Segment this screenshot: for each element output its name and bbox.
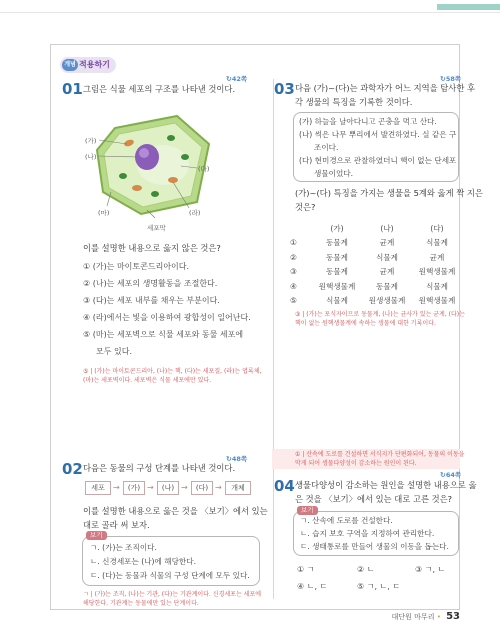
table-row[interactable] bbox=[290, 250, 462, 265]
answer-explanation-line1: ⑤ | (가)는 마이토콘드리아, (나)는 핵, (다)는 세포질, (라)는 엽록체, bbox=[83, 368, 262, 375]
choice-box-tag: 보기 bbox=[297, 506, 318, 515]
label-da: (다) bbox=[198, 165, 210, 173]
arrow-right-icon: → bbox=[181, 483, 188, 492]
corner-accent-bar bbox=[437, 4, 500, 10]
table-cell: 원핵생물계 bbox=[418, 267, 456, 277]
table-cell: 원핵생물계 bbox=[318, 281, 356, 291]
table-row[interactable] bbox=[290, 279, 462, 294]
option-1[interactable]: ① ㄱ bbox=[297, 565, 315, 574]
page-ref-text: 58쪽 bbox=[445, 75, 462, 83]
record-da-cont: 생물이었다. bbox=[314, 169, 354, 178]
page-ref-text: 48쪽 bbox=[231, 455, 248, 463]
flow-step-cell: 세포 bbox=[85, 481, 111, 495]
answer-explanation-line2: 핵이 없는 원핵생물계에 속하는 생물에 대한 기록이다. bbox=[295, 320, 436, 327]
option-5[interactable]: ⑤ ㄱ, ㄴ, ㄷ bbox=[357, 582, 401, 591]
question-number-04: 04 bbox=[274, 477, 295, 495]
option-5-cont: 모두 있다. bbox=[96, 347, 132, 356]
table-cell: 동물계 bbox=[325, 252, 348, 262]
question-number-02: 02 bbox=[62, 460, 83, 478]
table-cell: 균계 bbox=[429, 252, 445, 262]
row-number: ① bbox=[290, 238, 297, 248]
choice-item-na: ㄴ. 신경세포는 (나)에 해당한다. bbox=[90, 557, 197, 566]
table-header-cell: (다) bbox=[430, 223, 444, 233]
question-ask-line1: 이를 설명한 내용으로 옳은 것을 〈보기〉에서 있는 bbox=[83, 506, 268, 516]
table-cell: 동물계 bbox=[325, 238, 348, 248]
page-ref-text: 64쪽 bbox=[445, 471, 462, 479]
arrow-right-icon: → bbox=[113, 483, 120, 492]
previous-answer-line2: 막게 되어 생물다양성이 감소하는 원인이 된다. bbox=[295, 460, 417, 467]
label-ga: (가) bbox=[85, 137, 97, 145]
record-ga: (가) 하늘을 날아다니고 곤충을 먹고 산다. bbox=[299, 117, 437, 126]
ref-arrow-icon: ↻ bbox=[440, 471, 446, 479]
page-footer bbox=[392, 611, 460, 622]
table-cell: 균계 bbox=[379, 267, 395, 277]
choice-item-da: ㄷ. (다)는 동물과 식물의 구성 단계에 모두 있다. bbox=[90, 571, 250, 580]
answer-explanation-line2: 해당한다. 기관계는 동물에만 있는 단계이다. bbox=[83, 600, 199, 607]
question-ask: 이를 설명한 내용으로 옳지 않은 것은? bbox=[83, 243, 221, 253]
answer-explanation-line1: ③ | (가)는 포식자이므로 동물계, (나)는 균사가 있는 균계, (다)는 bbox=[295, 311, 465, 318]
record-na: (나) 썩은 나무 뿌리에서 발견하였다. 실 같은 구 bbox=[299, 130, 457, 139]
question-ask-line2: 것은? bbox=[295, 202, 316, 212]
question-stem: 다음은 동물의 구성 단계를 나타낸 것이다. bbox=[83, 463, 236, 473]
table-row[interactable] bbox=[290, 294, 462, 309]
option-2[interactable]: ② (나)는 세포의 생명활동을 조절한다. bbox=[83, 279, 218, 288]
arrow-right-icon: → bbox=[147, 483, 154, 492]
table-header-row bbox=[290, 221, 462, 236]
question-stem: 그림은 식물 세포의 구조를 나타낸 것이다. bbox=[83, 84, 236, 94]
question-stem-line1: 다음 (가)~(다)는 과학자가 어느 지역을 탐사한 후 bbox=[295, 83, 475, 93]
badge-title: 적용하기 bbox=[79, 60, 110, 69]
table-cell: 동물계 bbox=[325, 267, 348, 277]
table-cell: 원생생물계 bbox=[368, 296, 406, 306]
table-cell: 동물계 bbox=[375, 281, 398, 291]
question-ask-line1: (가)~(다) 특징을 가지는 생물을 5계와 옳게 짝 지은 bbox=[295, 188, 483, 198]
question-number-01: 01 bbox=[62, 80, 83, 98]
option-2[interactable]: ② ㄴ bbox=[357, 565, 375, 574]
record-na-cont: 조이다. bbox=[314, 143, 339, 152]
top-rule bbox=[0, 12, 500, 13]
answer-explanation-line2: (마)는 세포벽이다. 세포벽은 식물 세포에만 있다. bbox=[83, 377, 212, 384]
choice-item-ga: ㄱ. 산속에 도로를 건설한다. bbox=[300, 516, 393, 525]
table-header-cell: (나) bbox=[380, 223, 394, 233]
question-number-03: 03 bbox=[274, 80, 295, 98]
option-4[interactable]: ④ ㄴ, ㄷ bbox=[297, 582, 328, 591]
choice-item-ga: ㄱ. (가)는 조직이다. bbox=[90, 543, 157, 552]
option-3[interactable]: ③ (다)는 세포 내부를 채우는 부분이다. bbox=[83, 296, 220, 305]
top-band bbox=[0, 0, 500, 22]
option-1[interactable]: ① (가)는 마이토콘드리아이다. bbox=[83, 262, 190, 271]
flow-step-ga: (가) bbox=[123, 481, 145, 495]
ref-arrow-icon: ↻ bbox=[226, 455, 232, 463]
option-5[interactable]: ⑤ (마)는 세포벽으로 식물 세포와 동물 세포에 bbox=[83, 330, 244, 339]
choice-item-da: ㄷ. 생태통로를 만들어 생물의 이동을 돕는다. bbox=[300, 542, 449, 551]
table-cell: 식물계 bbox=[375, 252, 398, 262]
question-ask-line2: 대로 골라 써 보자. bbox=[83, 520, 150, 530]
table-cell: 식물계 bbox=[325, 296, 348, 306]
table-cell: 식물계 bbox=[425, 238, 448, 248]
badge-concept: 개념 bbox=[62, 59, 78, 71]
page-ref-text: 42쪽 bbox=[231, 75, 248, 83]
flow-step-na: (나) bbox=[157, 481, 179, 495]
column-divider bbox=[273, 79, 274, 599]
flow-step-da: (다) bbox=[191, 481, 213, 495]
footer-label: 대단원 마무리 bbox=[391, 613, 435, 621]
section-badge bbox=[60, 57, 116, 73]
table-cell: 원핵생물계 bbox=[418, 296, 456, 306]
option-4[interactable]: ④ (라)에서는 빛을 이용하여 광합성이 일어난다. bbox=[83, 313, 251, 322]
label-ra: (라) bbox=[189, 209, 201, 217]
choice-item-na: ㄴ. 습지 보호 구역을 지정하여 관리한다. bbox=[300, 529, 435, 538]
choice-box-tag: 보기 bbox=[86, 531, 107, 540]
flow-step-organism: 개체 bbox=[225, 481, 251, 495]
answer-choice-table bbox=[290, 221, 462, 308]
row-number: ⑤ bbox=[290, 296, 297, 306]
option-3[interactable]: ③ ㄱ, ㄴ bbox=[415, 565, 446, 574]
label-ma: (마) bbox=[98, 209, 110, 217]
row-number: ③ bbox=[290, 267, 297, 277]
table-cell: 균계 bbox=[379, 238, 395, 248]
plant-cell-illustration bbox=[85, 110, 215, 220]
label-cell-membrane: 세포막 bbox=[147, 224, 166, 232]
ref-arrow-icon: ↻ bbox=[226, 75, 232, 83]
table-header-cell bbox=[290, 221, 312, 236]
table-header-cell: (가) bbox=[330, 223, 344, 233]
question-stem-line2: 은 것을 〈보기〉에서 있는 대로 고른 것은? bbox=[295, 494, 453, 504]
table-row[interactable] bbox=[290, 236, 462, 251]
footer-bullet: • bbox=[436, 613, 441, 621]
arrow-right-icon: → bbox=[215, 483, 222, 492]
page-number: 53 bbox=[446, 611, 460, 622]
record-da: (다) 현미경으로 관찰하였더니 핵이 없는 단세포 bbox=[299, 156, 457, 165]
label-na: (나) bbox=[85, 153, 97, 161]
plant-cell-diagram bbox=[85, 110, 215, 220]
row-number: ② bbox=[290, 252, 297, 262]
previous-answer-line1: ① | 산속에 도로를 건설하면 서식지가 단편화되어, 동물의 이동을 bbox=[295, 451, 465, 458]
table-cell: 식물계 bbox=[425, 281, 448, 291]
answer-explanation-line1: ㄱ | (가)는 조직, (나)는 기관, (다)는 기관계이다. 신경세포는 세포에 bbox=[83, 591, 262, 598]
row-number: ④ bbox=[290, 281, 297, 291]
table-row[interactable] bbox=[290, 265, 462, 280]
question-stem-line2: 각 생물의 특징을 기록한 것이다. bbox=[295, 97, 413, 107]
question-stem-line1: 생물다양성이 감소하는 원인을 설명한 내용으로 옳 bbox=[295, 480, 477, 490]
ref-arrow-icon: ↻ bbox=[440, 75, 446, 83]
